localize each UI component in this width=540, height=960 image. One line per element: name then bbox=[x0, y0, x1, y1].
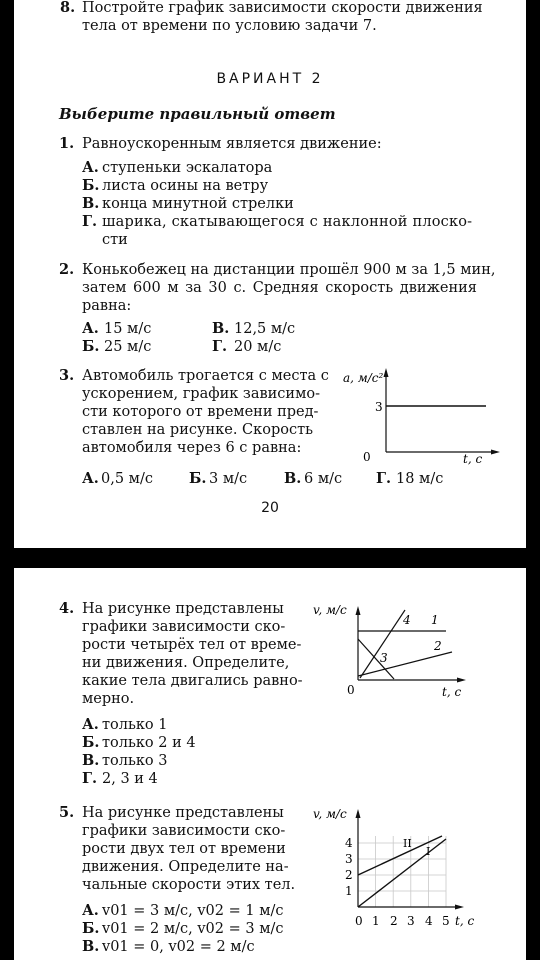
y-tick-label: 3 bbox=[345, 852, 353, 866]
q1-option-text: ступеньки эскалатора bbox=[102, 160, 273, 176]
textbook-page-20 bbox=[14, 0, 526, 548]
q4-line: какие тела двигались равно- bbox=[82, 673, 303, 689]
q3-option-letter: Б. bbox=[189, 470, 207, 487]
q1-option-letter: Б. bbox=[82, 177, 100, 194]
q5-line: чальные скорости этих тел. bbox=[82, 877, 296, 893]
q4-line: мерно. bbox=[82, 691, 135, 707]
q4-line: рости четырёх тел от време- bbox=[82, 637, 302, 653]
q2-line-3: равна: bbox=[82, 298, 132, 314]
x-tick-label: 1 bbox=[372, 914, 380, 928]
x-axis-label: t, с bbox=[463, 452, 483, 466]
line-label-2: 2 bbox=[434, 639, 442, 653]
q4-option-letter: Г. bbox=[82, 770, 98, 787]
x-axis-label: t, с bbox=[455, 914, 475, 928]
task-8-number: 8. bbox=[60, 0, 76, 16]
line-label-3: 3 bbox=[380, 651, 388, 665]
q3-option-text: 3 м/с bbox=[209, 471, 248, 487]
y-axis-arrow bbox=[384, 368, 389, 377]
q5-line: рости двух тел от времени bbox=[82, 841, 286, 857]
q5-option-text: v01 = 2 м/с, v02 = 3 м/с bbox=[102, 921, 284, 937]
q2-line-1: Конькобежец на дистанции прошёл 900 м за 1,5 мин, bbox=[82, 262, 496, 278]
q2-option-text: 20 м/с bbox=[234, 339, 282, 355]
line-label-4: 4 bbox=[403, 613, 411, 627]
x-axis-arrow bbox=[491, 450, 500, 455]
q2-line-2: затем 600 м за 30 с. Средняя скорость движения bbox=[82, 280, 477, 296]
q5-number: 5. bbox=[59, 804, 75, 821]
q1-option-text-continued: сти bbox=[102, 232, 128, 248]
origin-label: 0 bbox=[347, 683, 355, 697]
q4-option-text: только 3 bbox=[102, 753, 168, 769]
x-tick-label: 0 bbox=[355, 914, 363, 928]
q4-option-letter: Б. bbox=[82, 734, 100, 751]
q4-number: 4. bbox=[59, 600, 75, 617]
q1-option-letter: Г. bbox=[82, 213, 98, 230]
x-axis-arrow bbox=[455, 905, 464, 910]
q3-line: сти которого от времени пред- bbox=[82, 404, 319, 420]
q3-option-letter: А. bbox=[82, 470, 99, 487]
q2-option-letter: А. bbox=[82, 320, 99, 337]
q4-option-letter: А. bbox=[82, 716, 99, 733]
y-axis-label: v, м/с bbox=[313, 603, 347, 617]
q4-line: ни движения. Определите, bbox=[82, 655, 290, 671]
line-label-II: II bbox=[403, 837, 412, 850]
y-axis-label: v, м/с bbox=[313, 807, 347, 821]
q1-option-text: шарика, скатывающегося с наклонной плоско- bbox=[102, 214, 473, 230]
x-tick-label: 2 bbox=[390, 914, 398, 928]
q3-option-letter: Г. bbox=[376, 470, 392, 487]
q5-option-letter: В. bbox=[82, 938, 100, 955]
y-tick-label: 2 bbox=[345, 868, 353, 882]
line-label-I: I bbox=[426, 845, 431, 858]
textbook-page-21 bbox=[14, 568, 526, 960]
q2-option-letter: В. bbox=[212, 320, 230, 337]
q3-number: 3. bbox=[59, 367, 75, 384]
variant-title: ВАРИАНТ 2 bbox=[216, 71, 324, 87]
q5-line: графики зависимости ско- bbox=[82, 823, 286, 839]
task-8-line-1: Постройте график зависимости скорости движения bbox=[82, 0, 483, 16]
y-tick-label: 4 bbox=[345, 836, 353, 850]
q2-option-text: 25 м/с bbox=[104, 339, 152, 355]
q5-option-text: v01 = 3 м/с, v02 = 1 м/с bbox=[102, 903, 284, 919]
q5-option-letter: Б. bbox=[82, 920, 100, 937]
q5-line: На рисунке представлены bbox=[82, 805, 284, 821]
q4-option-text: только 2 и 4 bbox=[102, 735, 196, 751]
q5-option-letter: А. bbox=[82, 902, 99, 919]
q3-line: Автомобиль трогается с места с bbox=[82, 368, 329, 384]
q3-acceleration-graph bbox=[14, 0, 526, 548]
q1-text: Равноускоренным является движение: bbox=[82, 136, 382, 152]
line-label-1: 1 bbox=[431, 613, 439, 627]
q4-option-letter: В. bbox=[82, 752, 100, 769]
q4-line: графики зависимости ско- bbox=[82, 619, 286, 635]
q2-option-text: 12,5 м/с bbox=[234, 321, 296, 337]
y-axis-label: a, м/с² bbox=[343, 371, 384, 385]
q5-option-text: v01 = 0, v02 = 2 м/с bbox=[102, 939, 255, 955]
page-number: 20 bbox=[261, 500, 279, 516]
q2-number: 2. bbox=[59, 261, 75, 278]
q5-line: движения. Определите на- bbox=[82, 859, 289, 875]
q3-line: ставлен на рисунке. Скорость bbox=[82, 422, 313, 438]
q4-line: На рисунке представлены bbox=[82, 601, 284, 617]
q3-option-text: 6 м/с bbox=[304, 471, 343, 487]
task-8-line-2: тела от времени по условию задачи 7. bbox=[82, 18, 377, 34]
q3-option-letter: В. bbox=[284, 470, 302, 487]
q1-option-text: листа осины на ветру bbox=[102, 178, 269, 194]
x-tick-label: 5 bbox=[442, 914, 450, 928]
q1-option-letter: В. bbox=[82, 195, 100, 212]
q4-option-text: только 1 bbox=[102, 717, 168, 733]
q1-option-text: конца минутной стрелки bbox=[102, 196, 294, 212]
q4-option-text: 2, 3 и 4 bbox=[102, 771, 158, 787]
q1-option-letter: А. bbox=[82, 159, 99, 176]
q5-velocity-graph bbox=[14, 568, 526, 960]
x-tick-label: 4 bbox=[425, 914, 433, 928]
q2-option-letter: Б. bbox=[82, 338, 100, 355]
origin-label: 0 bbox=[363, 450, 371, 464]
q2-option-text: 15 м/с bbox=[104, 321, 152, 337]
instruction: Выберите правильный ответ bbox=[59, 105, 336, 123]
graph-line-I bbox=[358, 839, 446, 907]
q3-option-text: 0,5 м/с bbox=[101, 471, 153, 487]
q1-number: 1. bbox=[59, 135, 75, 152]
x-tick-label: 3 bbox=[407, 914, 415, 928]
y-tick-label: 1 bbox=[345, 884, 353, 898]
y-axis-arrow bbox=[356, 809, 361, 818]
y-tick-label: 3 bbox=[375, 400, 383, 414]
q2-option-letter: Г. bbox=[212, 338, 228, 355]
q3-line: автомобиля через 6 с равна: bbox=[82, 440, 302, 456]
q3-option-text: 18 м/с bbox=[396, 471, 444, 487]
x-axis-label: t, с bbox=[442, 685, 462, 699]
q3-line: ускорением, график зависимо- bbox=[82, 386, 320, 402]
